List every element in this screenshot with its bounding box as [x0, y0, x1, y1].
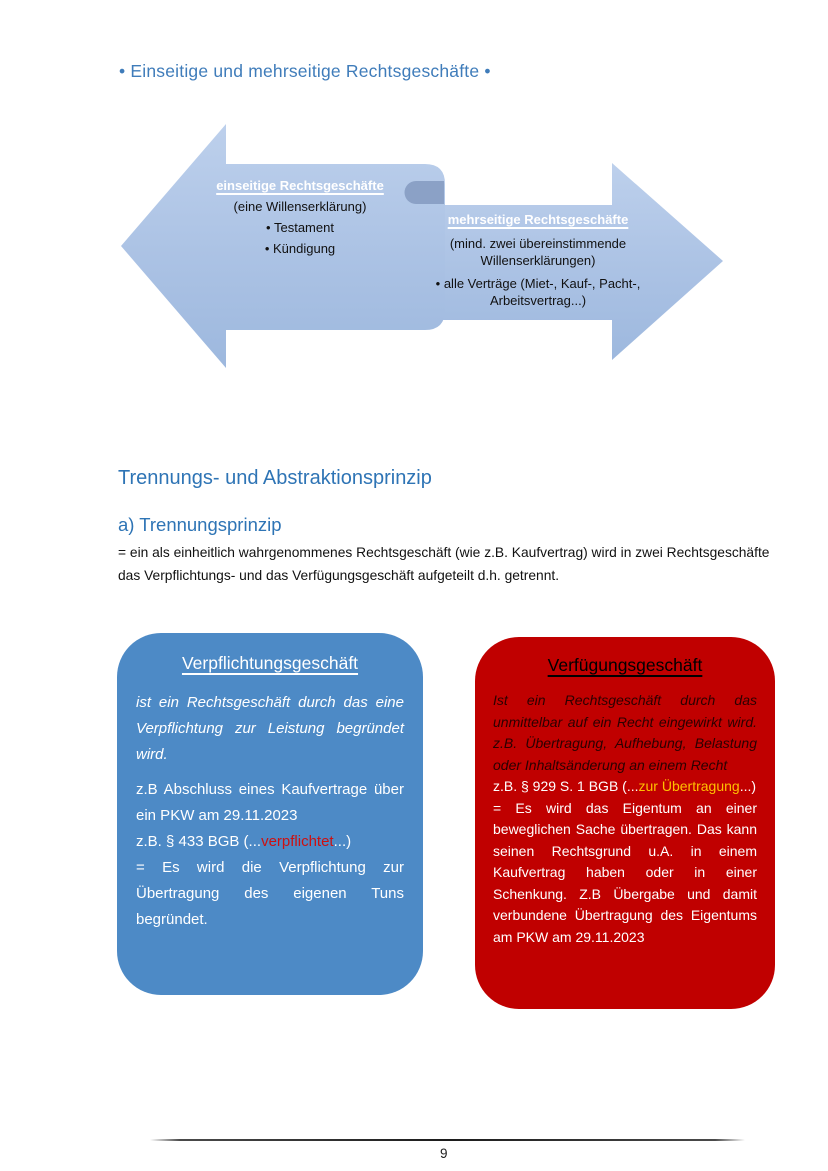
verpflichtung-example: z.B Abschluss eines Kaufvertrage über ein PKW am 29.11.2023	[136, 781, 404, 824]
law-suffix: ...)	[333, 833, 352, 850]
verpflichtung-definition: ist ein Rechtsgeschäft durch das eine Verpflichtung zur Leistung begründet wird.	[136, 694, 404, 763]
law-highlight-red: verpflichtet	[261, 833, 334, 850]
verpflichtungsgeschaeft-box	[117, 633, 423, 995]
law-highlight-yellow: zur Übertragung	[638, 778, 740, 794]
right-arrow-subtitle: Willenserklärungen)	[480, 252, 596, 268]
section-subheading: a) Trennungsprinzip	[118, 514, 282, 535]
right-arrow-subtitle: (mind. zwei übereinstimmende	[449, 236, 627, 251]
law-prefix: z.B. § 929 S. 1 BGB (...	[493, 778, 639, 794]
verpflichtungsgeschaeft-title: Verpflichtungsgeschäft	[181, 653, 359, 673]
section-intro-text: = ein als einheitlich wahrgenommenes Rechtsgeschäft (wie z.B. Kaufvertrag) wird in zwei Rechtsgeschäfte das Verpflichtungs- und das Verfügungsgeschäft aufgeteilt d.h. getrennt.	[118, 545, 770, 583]
verfuegungsgeschaeft-box	[475, 637, 775, 1009]
left-arrow-subtitle: (eine Willenserklärung)	[233, 199, 367, 214]
right-arrow-heading: mehrseitige Rechtsgeschäfte	[447, 212, 629, 227]
footer-divider	[150, 1139, 745, 1141]
verfuegungsgeschaeft-title: Verfügungsgeschäft	[547, 655, 703, 675]
page-title: • Einseitige und mehrseitige Rechtsgeschäfte •	[119, 61, 491, 81]
verfuegung-law-reference	[493, 776, 757, 798]
right-arrow-item: Arbeitsvertrag...)	[489, 292, 587, 308]
verpflichtung-law-reference	[136, 829, 404, 855]
verpflichtung-conclusion: = Es wird die Verpflichtung zur Übertragung des eigenen Tuns begründet.	[136, 859, 404, 928]
section-heading: Trennungs- und Abstraktionsprinzip	[118, 467, 432, 489]
page-number: 9	[440, 1146, 448, 1161]
left-arrow-item: • Kündigung	[264, 241, 336, 256]
law-suffix: ...)	[739, 778, 757, 794]
right-arrow-item: • alle Verträge (Miet-, Kauf-, Pacht-,	[435, 276, 641, 291]
law-prefix: z.B. § 433 BGB (...	[136, 833, 262, 850]
verfuegung-conclusion: = Es wird das Eigentum an einer beweglichen Sache übertragen. Das kann seinen Rechtsgrund u.A. in einem Kaufvertrag haben oder in einer Schenkung. Z.B Übergabe und damit verbundene Übertragung des Eigentums am PKW am 29.11.2023	[493, 799, 757, 945]
left-arrow-item: • Testament	[266, 220, 334, 235]
left-arrow-label	[175, 175, 425, 259]
left-arrow-heading: einseitige Rechtsgeschäfte	[216, 178, 384, 193]
right-arrow-label	[418, 209, 658, 309]
verfuegung-definition: Ist ein Rechtsgeschäft durch das unmittelbar auf ein Recht eingewirkt wird. z.B. Übertragung, Aufhebung, Belastung oder Inhaltsänderung an einem Recht	[493, 692, 757, 773]
